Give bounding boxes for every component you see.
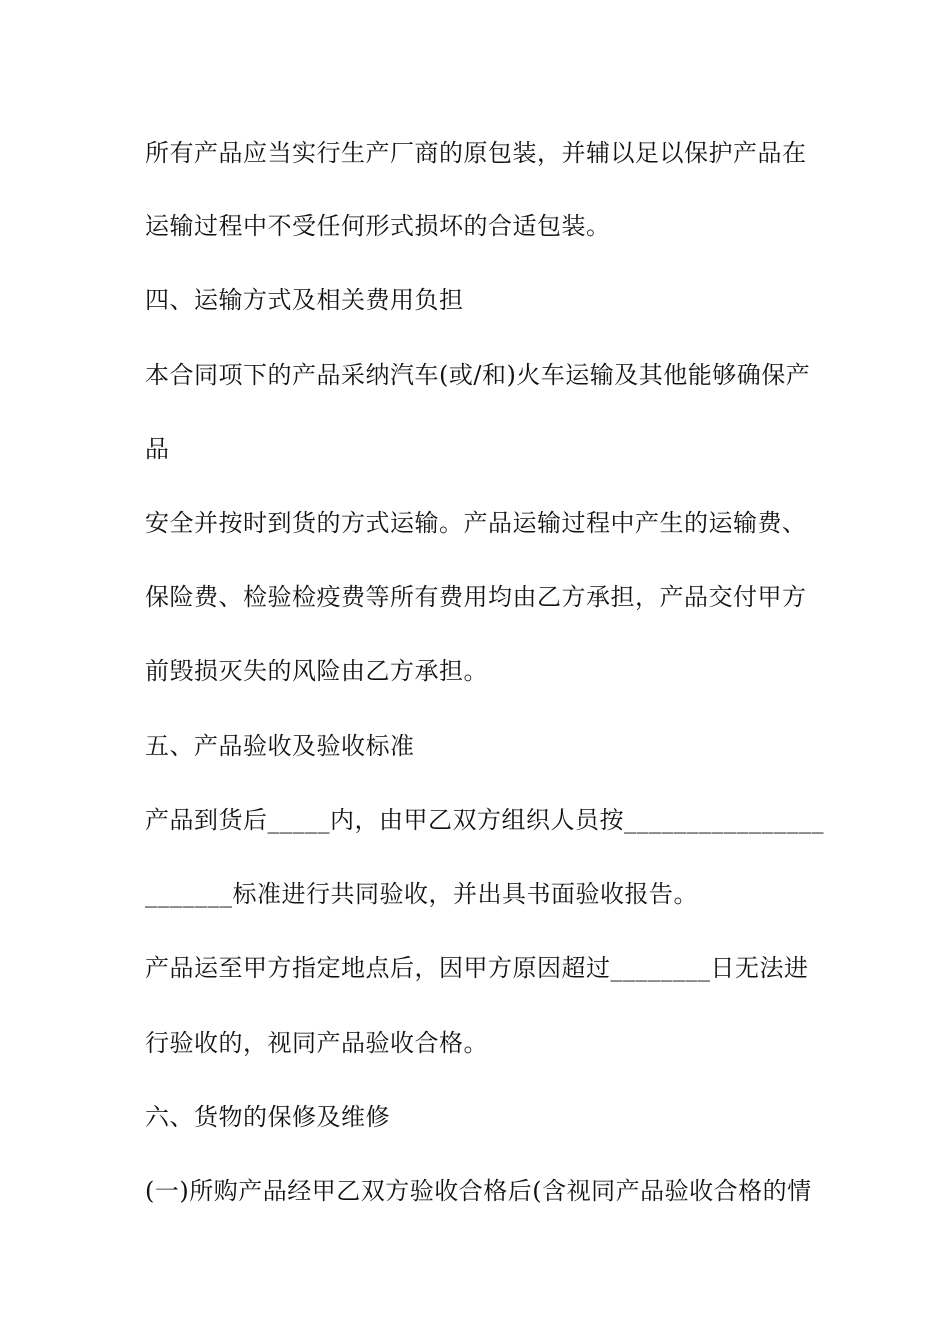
section-heading: 六、货物的保修及维修 [145, 1103, 390, 1131]
paragraph-line: (一)所购产品经甲乙双方验收合格后(含视同产品验收合格的情 [145, 1177, 812, 1205]
paragraph-line: 前毁损灭失的风险由乙方承担。 [145, 657, 488, 685]
paragraph-line: 产品到货后_____内，由甲乙双方组织人员按________________ [145, 806, 824, 834]
paragraph-line: 保险费、检验检疫费等所有费用均由乙方承担，产品交付甲方 [145, 583, 807, 611]
paragraph-line: 所有产品应当实行生产厂商的原包装，并辅以足以保护产品在 [145, 139, 807, 167]
paragraph-line: 本合同项下的产品采纳汽车(或/和)火车运输及其他能够确保产 [145, 361, 811, 389]
paragraph-line: 运输过程中不受任何形式损坏的合适包装。 [145, 212, 611, 240]
paragraph-line: 行验收的，视同产品验收合格。 [145, 1029, 488, 1057]
paragraph-line: 安全并按时到货的方式运输。产品运输过程中产生的运输费、 [145, 509, 807, 537]
section-heading: 五、产品验收及验收标准 [145, 732, 415, 760]
section-heading: 四、运输方式及相关费用负担 [145, 286, 464, 314]
paragraph-line: 产品运至甲方指定地点后，因甲方原因超过________日无法进 [145, 954, 809, 982]
paragraph-line: 品 [145, 435, 170, 463]
paragraph-line: _______标准进行共同验收，并出具书面验收报告。 [145, 880, 698, 908]
